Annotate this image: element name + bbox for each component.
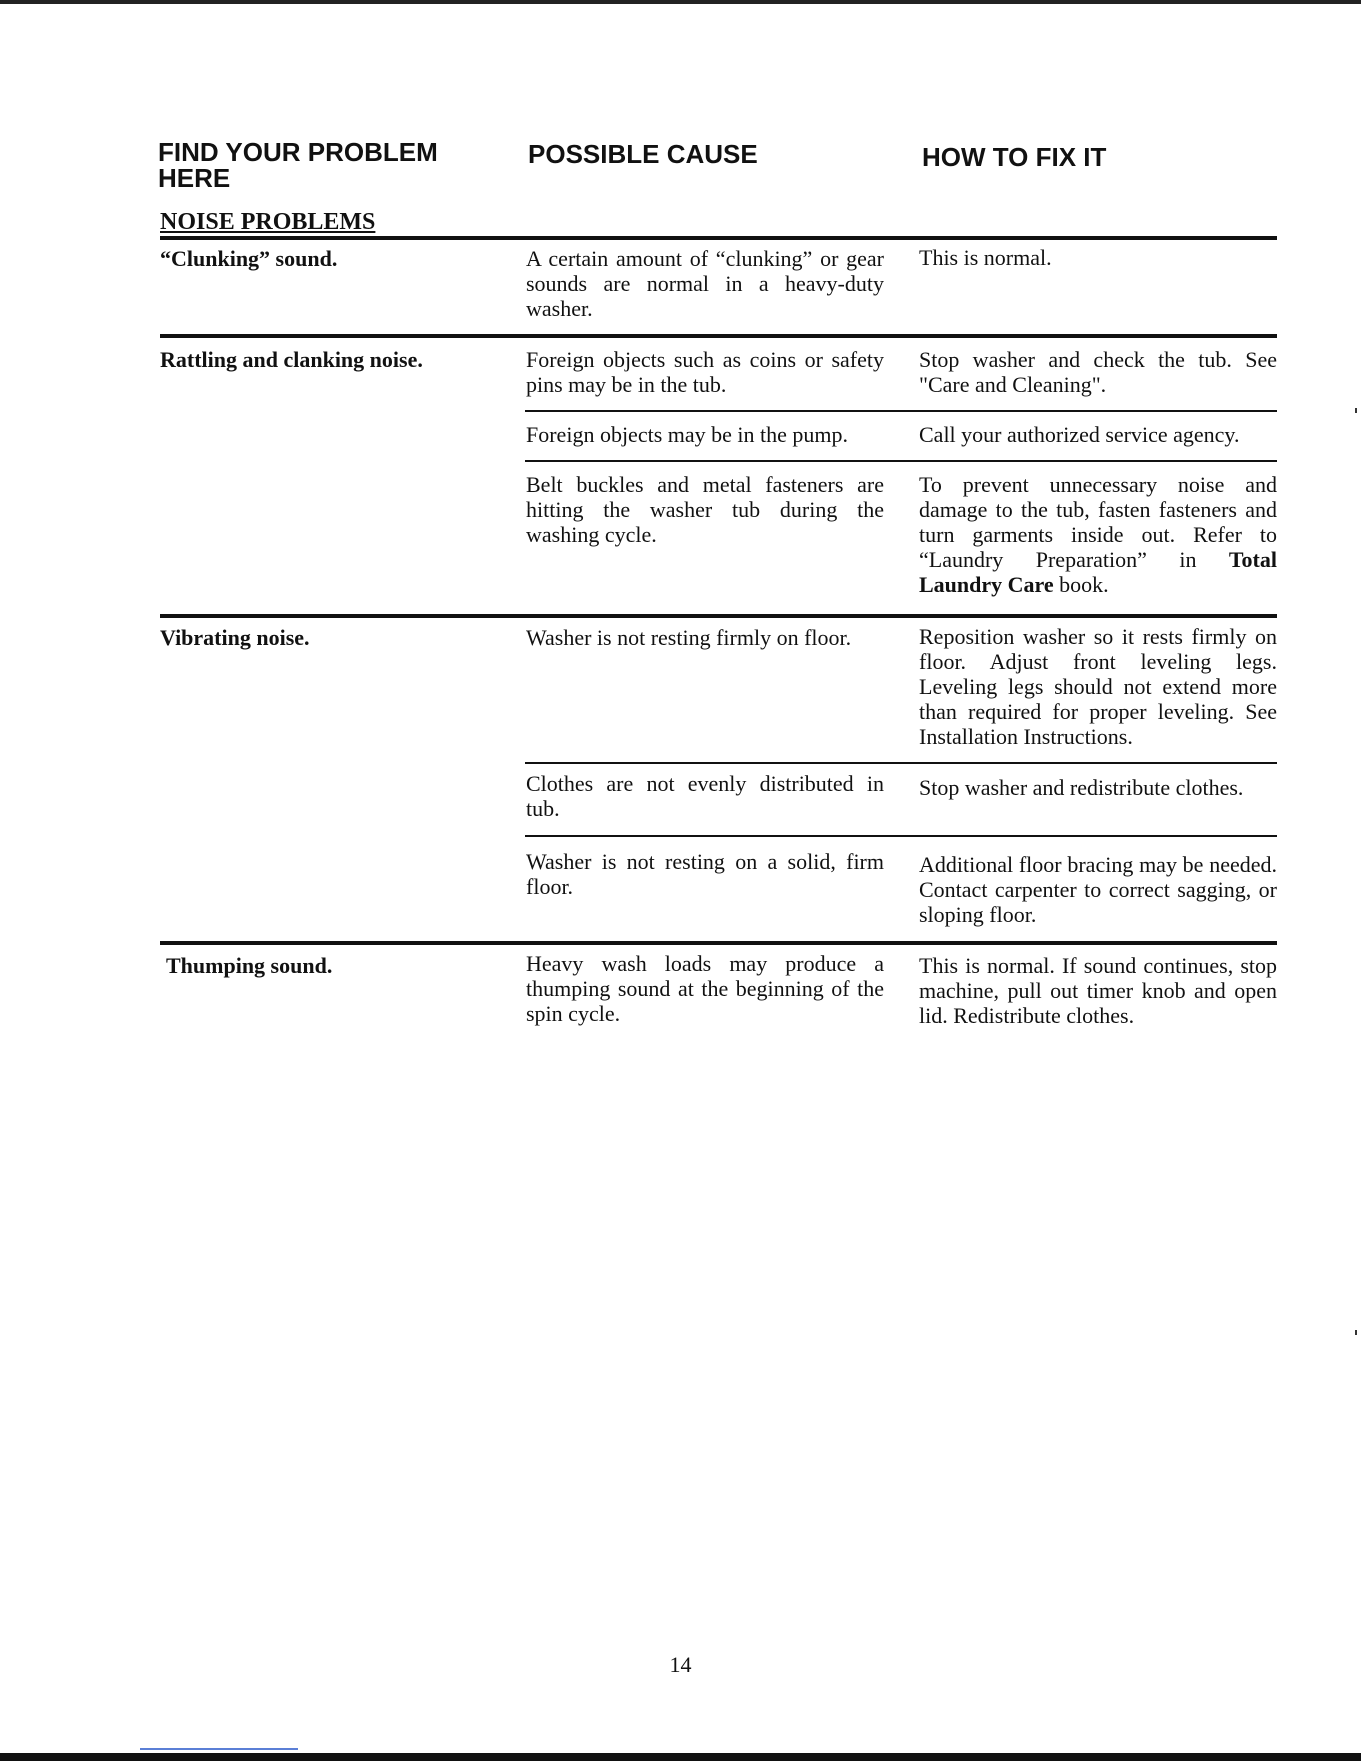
row-divider <box>160 334 1277 338</box>
fix-text-end: book. <box>1053 572 1109 597</box>
problem-thumping: Thumping sound. <box>166 953 333 978</box>
sub-row-divider <box>525 410 1277 412</box>
fix-text: Stop washer and redistribute clothes. <box>919 775 1244 800</box>
fix-text: Reposition washer so it rests firmly on floor. Adjust front leveling legs. Leveling legs should not extend more than required for proper leveling. See Installation Instructions. <box>919 624 1277 749</box>
section-title: NOISE PROBLEMS <box>160 209 376 235</box>
sub-row-divider <box>525 835 1277 837</box>
cause-text: A certain amount of “clunking” or gear sounds are normal in a heavy-duty washer. <box>526 246 884 321</box>
sub-row-divider <box>525 762 1277 764</box>
page-number: 14 <box>669 1652 692 1677</box>
scan-edge-mark <box>1355 408 1357 413</box>
fix-text: Call your authorized service agency. <box>919 422 1240 447</box>
sub-row-divider <box>525 460 1277 462</box>
row-divider <box>160 236 1277 240</box>
fix-text-book-title: Total Laundry Care <box>919 547 1277 597</box>
cause-text: Clothes are not evenly distributed in tub. <box>526 771 884 821</box>
fix-text-main: To prevent unnecessary noise and damage to the tub, fasten fasteners and turn garments inside out. Refer to “Laundry Preparation” in <box>919 472 1277 572</box>
cause-text: Washer is not resting firmly on floor. <box>526 625 852 650</box>
cause-text: Foreign objects such as coins or safety pins may be in the tub. <box>526 347 884 397</box>
fix-text <box>919 472 1277 597</box>
fix-text: This is normal. <box>919 245 1052 270</box>
column-header-fix: HOW TO FIX IT <box>922 142 1107 172</box>
problem-clunking: “Clunking” sound. <box>160 246 338 271</box>
cause-text: Foreign objects may be in the pump. <box>526 422 848 447</box>
problem-vibrating: Vibrating noise. <box>160 625 310 650</box>
cause-text: Heavy wash loads may produce a thumping sound at the beginning of the spin cycle. <box>526 951 884 1026</box>
scan-edge-line <box>140 1748 298 1750</box>
fix-text: Stop washer and check the tub. See "Care and Cleaning". <box>919 347 1277 397</box>
fix-text: Additional floor bracing may be needed. Contact carpenter to correct sagging, or sloping floor. <box>919 852 1277 927</box>
column-header-problem: FIND YOUR PROBLEM HERE <box>158 137 438 193</box>
row-divider <box>160 941 1277 945</box>
scan-edge-mark <box>1355 1330 1357 1335</box>
problem-rattling: Rattling and clanking noise. <box>160 347 423 372</box>
fix-text: This is normal. If sound continues, stop machine, pull out timer knob and open lid. Redistribute clothes. <box>919 953 1277 1028</box>
scan-bottom-border <box>0 1753 1361 1761</box>
column-header-cause: POSSIBLE CAUSE <box>528 139 758 169</box>
scan-top-border <box>0 0 1361 4</box>
row-divider <box>160 614 1277 618</box>
cause-text: Washer is not resting on a solid, firm floor. <box>526 849 884 899</box>
cause-text: Belt buckles and metal fasteners are hitting the washer tub during the washing cycle. <box>526 472 884 547</box>
